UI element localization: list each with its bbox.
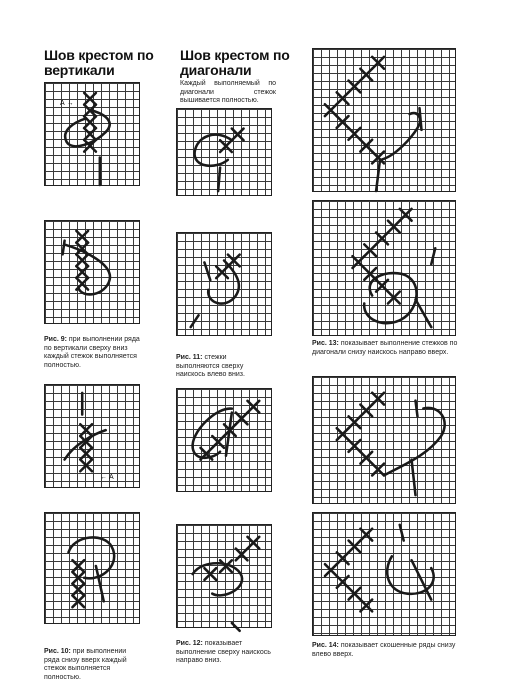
caption-text: стежки выполняются сверху наискось влево вниз. xyxy=(176,354,245,378)
caption-text: показывает выполнение стежков по диагонали снизу наискось направо вверх. xyxy=(312,340,458,356)
caption-number: Рис. 13: xyxy=(312,340,339,347)
heading-vertical: Шов крестом по вертикали xyxy=(44,47,154,78)
arrow-a-fig10: ← А xyxy=(100,474,114,481)
caption-text: при выполнении ряда по вертикали сверху вниз каждый стежок выполняется полностью. xyxy=(44,336,140,369)
grid-fig13-bottom xyxy=(312,200,456,336)
caption-text: при выполнении ряда снизу вверх каждый стежок выполняется полностью. xyxy=(44,648,127,681)
caption-number: Рис. 12: xyxy=(176,640,203,647)
grid-fig9-top xyxy=(44,82,140,186)
caption-fig13 xyxy=(312,340,462,357)
heading-diagonal: Шов крестом по диагонали xyxy=(180,47,290,78)
grid-fig14-top xyxy=(312,376,456,504)
caption-fig9 xyxy=(44,336,144,370)
caption-number: Рис. 11: xyxy=(176,354,203,361)
grid-fig10-top xyxy=(44,384,140,488)
caption-fig10 xyxy=(44,648,140,682)
grid-fig11-top xyxy=(176,108,272,196)
arrow-label: А xyxy=(108,474,114,481)
caption-number: Рис. 10: xyxy=(44,648,71,655)
caption-number: Рис. 14: xyxy=(312,642,339,649)
grid-fig13-top xyxy=(312,48,456,192)
caption-text: показывает выполнение сверху наискось направо вниз. xyxy=(176,640,271,664)
grid-fig12-top xyxy=(176,388,272,492)
caption-number: Рис. 9: xyxy=(44,336,67,343)
grid-fig10-bottom xyxy=(44,512,140,624)
caption-fig12 xyxy=(176,640,272,666)
arrow-a-fig9: А → xyxy=(60,100,74,107)
grid-fig11-bottom xyxy=(176,232,272,336)
caption-fig14 xyxy=(312,642,462,659)
arrow-label: А xyxy=(60,100,65,107)
caption-fig11 xyxy=(176,354,272,380)
caption-text: показывает скошенные ряды снизу влево вверх. xyxy=(312,642,456,658)
intro-diagonal: Каждый выполняемый по диагонали стежок вышивается полностью. xyxy=(180,80,276,104)
grid-fig14-bottom xyxy=(312,512,456,636)
grid-fig12-bottom xyxy=(176,524,272,628)
grid-fig9-bottom xyxy=(44,220,140,324)
